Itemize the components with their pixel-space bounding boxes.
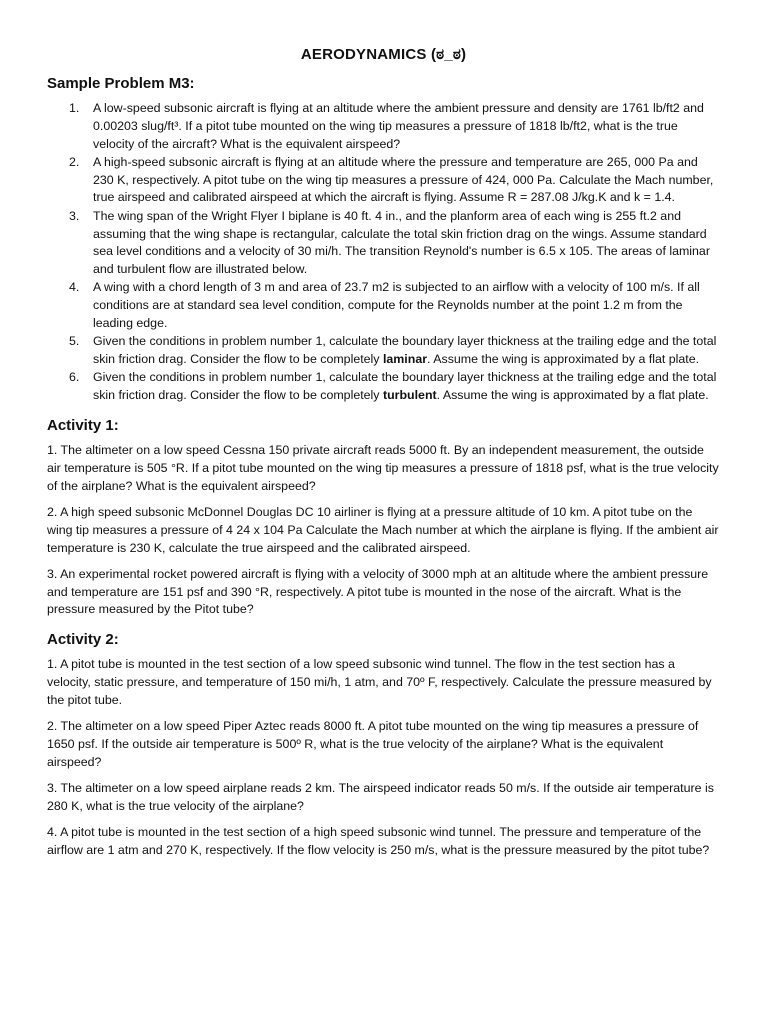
paragraph: 3. An experimental rocket powered aircraft is flying with a velocity of 3000 mph at an altitude where the ambient pressure and temperature are 151 psf and 390 °R, respectively. A pitot tube is mounted in the nose of the aircraft. What is the pressure measured by the Pitot tube? (47, 566, 709, 617)
list-item (47, 154, 720, 207)
item-number: 5. (69, 334, 80, 349)
item-text: The wing span of the Wright Flyer I biplane is 40 ft. 4 in., and the planform area of each wing is 255 ft.2 and assuming that the wing shape is rectangular, calculate the total skin friction drag on the wings. Assume standard sea level conditions and a velocity of 30 mi/h. The transition Reynold's number is 6.5 x 105. The areas of laminar and turbulent flow are illustrated below. (93, 208, 710, 277)
list-item (47, 279, 720, 332)
activity-1-heading: Activity 1: (47, 417, 119, 435)
document-title: AERODYNAMICS (ಠ_ಠ) (300, 46, 467, 63)
item-text: A wing with a chord length of 3 m and area of 23.7 m2 is subjected to an airflow with a velocity of 100 m/s. If all conditions are at standard sea level condition, compute for the Reynolds number at the point 1.2 m from the leading edge. (93, 280, 700, 331)
item-number: 1. (69, 101, 80, 115)
list-item (47, 369, 720, 405)
item-text: A high-speed subsonic aircraft is flying at an altitude where the pressure and temperature are 265, 000 Pa and 230 K, respectively. A pitot tube on the wing tip measures a pressure of 424, 000 Pa. Calculate the Mach number, true airspeed and calibrated airspeed at which the aircraft is flying. Assume R = 287.08 J/kg.K and k = 1.4. (93, 154, 714, 205)
item-text: Given the conditions in problem number 1, calculate the boundary layer thickness at the trailing edge and the total skin friction drag. Consider the flow to be completely (93, 370, 717, 403)
activity-2-heading: Activity 2: (47, 631, 119, 649)
sample-problem-heading: Sample Problem M3: (47, 75, 195, 92)
paragraph: 2. A high speed subsonic McDonnel Douglas DC 10 airliner is flying at a pressure altitude of 10 km. A pitot tube on the wing tip measures a pressure of 4 24 x 104 Pa Calculate the Mach number at which the airplane is flying. If the ambient air temperature is 230 K, calculate the true airspeed and the calibrated airspeed. (47, 504, 719, 555)
list-item (47, 208, 720, 279)
item-number: 4. (69, 280, 80, 295)
paragraph: 1. A pitot tube is mounted in the test section of a low speed subsonic wind tunnel. The flow in the test section has a velocity, static pressure, and temperature of 150 mi/h, 1 atm, and 70º F, respectively. Calculate the pressure measured by the pitot tube. (47, 657, 712, 707)
item-text-end: . Assume the wing is approximated by a flat plate. (436, 388, 709, 403)
sample-problem-list (47, 100, 720, 405)
item-text: A low-speed subsonic aircraft is flying at an altitude where the ambient pressure and density are 1761 lb/ft2 and 0.00203 slug/ft³. If a pitot tube mounted on the wing tip measures a pressure of 1818 lb/ft2, what is the true velocity of the aircraft? What is the equivalent airspeed? (93, 101, 704, 151)
activity-1-body (47, 442, 720, 619)
activity-2-body (47, 656, 720, 859)
item-number: 2. (69, 154, 80, 169)
list-item (47, 100, 720, 153)
paragraph: 2. The altimeter on a low speed Piper Aztec reads 8000 ft. A pitot tube mounted on the wing tip measures a pressure of 1650 psf. If the outside air temperature is 500º R, what is the true velocity of the airplane? What is the equivalent airspeed? (47, 719, 699, 769)
paragraph: 3. The altimeter on a low speed airplane reads 2 km. The airspeed indicator reads 50 m/s. If the outside air temperature is 280 K, what is the true velocity of the airplane? (47, 781, 714, 813)
item-text: Given the conditions in problem number 1, calculate the boundary layer thickness at the trailing edge and the total skin friction drag. Consider the flow to be completely (93, 334, 717, 367)
item-bold-term: turbulent (382, 388, 437, 403)
paragraph: 4. A pitot tube is mounted in the test section of a high speed subsonic wind tunnel. The pressure and temperature of the airflow are 1 atm and 270 K, respectively. If the flow velocity is 250 m/s, what is the pressure measured by the pitot tube? (47, 825, 710, 857)
list-item (47, 333, 720, 369)
item-number: 3. (69, 208, 80, 223)
item-bold-term: laminar (382, 352, 428, 367)
item-number: 6. (69, 370, 80, 385)
paragraph: 1. The altimeter on a low speed Cessna 150 private aircraft reads 5000 ft. By an independent measurement, the outside air temperature is 505 °R. If a pitot tube mounted on the wing tip measures a pressure of 1818 psf, what is the true velocity of the airplane? What is the equivalent airspeed? (47, 443, 719, 493)
item-text-end: . Assume the wing is approximated by a flat plate. (427, 352, 700, 367)
